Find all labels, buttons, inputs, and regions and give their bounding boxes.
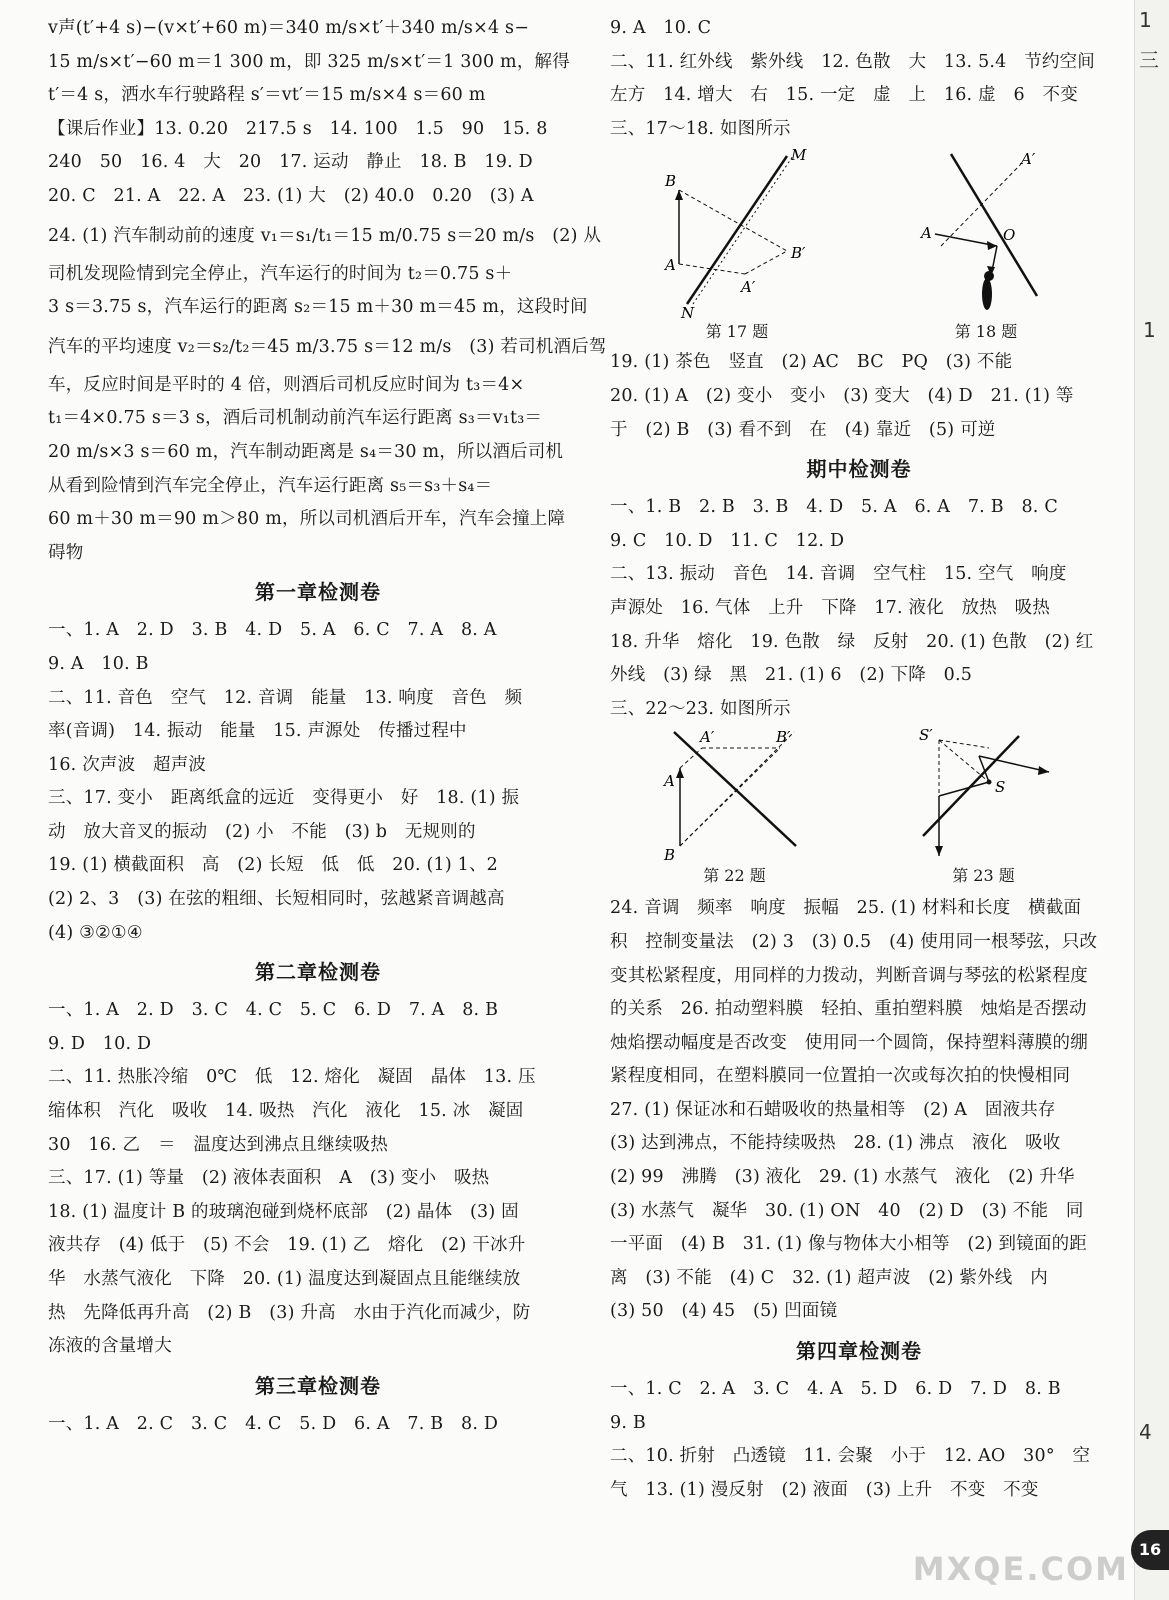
figure-caption: 第 18 题: [954, 322, 1018, 342]
watermark: MXQE.COM: [912, 1550, 1129, 1588]
text-line: 9. A 10. B: [48, 653, 149, 674]
text-line: 碍物: [48, 542, 84, 563]
label-A-prime: A′: [699, 728, 714, 747]
chapter-2-section: [48, 950, 588, 1364]
text-line: 三、22～23. 如图所示: [610, 698, 791, 719]
text-line: 二、11. 热胀冷缩 0℃ 低 12. 熔化 凝固 晶体 13. 压: [48, 1067, 536, 1088]
text-line: 19. (1) 茶色 竖直 (2) AC BC PQ (3) 不能: [610, 352, 1013, 373]
text-line: 二、11. 音色 空气 12. 音调 能量 13. 响度 音色 频: [48, 687, 523, 708]
text-line: (3) 达到沸点，不能持续吸热 28. (1) 沸点 液化 吸收: [610, 1133, 1061, 1154]
right-column: [610, 12, 1108, 1507]
text-line: 20. (1) A (2) 变小 变小 (3) 变大 (4) D 21. (1) 等: [610, 385, 1074, 406]
label-B: B: [665, 172, 677, 191]
text-line: 一、1. A 2. D 3. B 4. D 5. A 6. C 7. A 8. A: [48, 620, 497, 641]
midterm-section: [610, 447, 1108, 1329]
edge-char: 三: [1139, 48, 1159, 72]
text-line: 9. D 10. D: [48, 1033, 152, 1054]
text-line: 烛焰摆动幅度是否改变 使用同一个圆筒，保持塑料薄膜的绷: [610, 1032, 1088, 1053]
label-A-prime: A′: [741, 278, 756, 297]
label-A: A: [921, 224, 932, 243]
text-line: 二、10. 折射 凸透镜 11. 会聚 小于 12. AO 30° 空: [610, 1446, 1091, 1467]
text-line: 20. C 21. A 22. A 23. (1) 大 (2) 40.0 0.20 (3) A: [48, 185, 534, 206]
label-A: A: [663, 772, 675, 791]
label-O: O: [1003, 226, 1016, 245]
section-title: 第三章检测卷: [255, 1373, 381, 1398]
text-line: 18. (1) 温度计 B 的玻璃泡碰到烧杯底部 (2) 晶体 (3) 固: [48, 1201, 519, 1222]
text-line: 19. (1) 横截面积 高 (2) 长短 低 低 20. (1) 1、2: [48, 855, 499, 876]
figure-17-diagram: [657, 146, 817, 322]
figure-caption: 第 17 题: [705, 322, 769, 342]
text-line: 华 水蒸气液化 下降 20. (1) 温度达到凝固点且能继续放: [48, 1269, 521, 1289]
chapter-3-section: [48, 1364, 588, 1442]
text-line: 液共存 (4) 低于 (5) 不会 19. (1) 乙 熔化 (2) 干冰升: [48, 1235, 526, 1256]
section-title: 第一章检测卷: [255, 580, 381, 605]
text-line: 24. (1) 汽车制动前的速度 v₁＝s₁/t₁＝15 m/0.75 s＝20 m/s (2) 从: [48, 225, 602, 246]
chapter-1-section: [48, 570, 588, 950]
label-B-prime: B′: [775, 728, 790, 747]
text-line: 9. B: [610, 1412, 646, 1433]
edge-char: 1: [1139, 8, 1152, 32]
text-line: 【课后作业】13. 0.20 217.5 s 14. 100 1.5 90 15. 8: [48, 118, 548, 139]
text-line: 一、1. A 2. D 3. C 4. C 5. C 6. D 7. A 8. B: [48, 1000, 499, 1021]
text-line: v声(t′+4 s)−(v×t′+60 m)＝340 m/s×t′＋340 m/s×4 s−: [48, 18, 530, 38]
text-line: 20 m/s×3 s＝60 m，汽车制动距离是 s₄＝30 m，所以酒后司机: [48, 441, 564, 462]
chapter-4-section: [610, 1329, 1108, 1507]
text-line: 24. 音调 频率 响度 振幅 25. (1) 材料和长度 横截面: [610, 898, 1082, 919]
text-line: 缩体积 汽化 吸收 14. 吸热 汽化 液化 15. 冰 凝固: [48, 1101, 524, 1122]
section-title: 期中检测卷: [806, 457, 912, 482]
text-line: 16. 次声波 超声波: [48, 754, 207, 775]
text-line: 18. 升华 熔化 19. 色散 绿 反射 20. (1) 色散 (2) 红: [610, 631, 1094, 652]
text-line: (3) 水蒸气 凝华 30. (1) ON 40 (2) D (3) 不能 同: [610, 1200, 1084, 1221]
label-S-prime: S′: [918, 726, 933, 745]
figure-row-22-23: [610, 726, 1108, 892]
label-M: M: [791, 146, 807, 165]
text-line: (2) 99 沸腾 (3) 液化 29. (1) 水蒸气 液化 (2) 升华: [610, 1167, 1075, 1188]
left-intro-block: [48, 12, 607, 570]
figure-row-17-18: [610, 146, 1108, 346]
text-line: 一平面 (4) B 31. (1) 像与物体大小相等 (2) 到镜面的距: [610, 1234, 1088, 1255]
text-line: 率(音调) 14. 振动 能量 15. 声源处 传播过程中: [48, 721, 467, 742]
text-line: 二、11. 红外线 紫外线 12. 色散 大 13. 5.4 节约空间: [610, 51, 1096, 72]
text-line: 30 16. 乙 ＝ 温度达到沸点且继续吸热: [48, 1134, 389, 1155]
text-line: t₁＝4×0.75 s＝3 s，酒后司机制动前汽车运行距离 s₃＝v₁t₃＝: [48, 408, 543, 429]
section-title: 第四章检测卷: [796, 1339, 922, 1364]
text-line: 3 s＝3.75 s，汽车运行的距离 s₂＝15 m＋30 m＝45 m，这段时间: [48, 297, 588, 318]
text-line: 气 13. (1) 漫反射 (2) 液面 (3) 上升 不变 不变: [610, 1479, 1039, 1500]
text-line: 240 50 16. 4 大 20 17. 运动 静止 18. B 19. D: [48, 152, 533, 173]
adjacent-page-edge: [1134, 0, 1169, 1600]
edge-char: 1: [1143, 318, 1156, 342]
text-line: 动 放大音叉的振动 (2) 小 不能 (3) b 无规则的: [48, 821, 476, 842]
label-S: S: [994, 778, 1005, 797]
figure-23-diagram: [909, 726, 1059, 866]
text-line: 二、13. 振动 音色 14. 音调 空气柱 15. 空气 响度: [610, 564, 1067, 585]
label-A: A: [665, 256, 676, 275]
text-line: 司机发现险情到完全停止，汽车运行的时间为 t₂＝0.75 s＋: [48, 263, 513, 284]
label-B: B: [663, 846, 675, 865]
text-line: 左方 14. 增大 右 15. 一定 虚 上 16. 虚 6 不变: [610, 85, 1078, 106]
text-line: 的关系 26. 拍动塑料膜 轻拍、重拍塑料膜 烛焰是否摆动: [610, 999, 1087, 1020]
text-line: 15 m/s×t′−60 m＝1 300 m，即 325 m/s×t′＝1 300 m，解得: [48, 51, 570, 72]
text-line: 9. C 10. D 11. C 12. D: [610, 530, 845, 551]
text-line: 热 先降低再升高 (2) B (3) 升高 水由于汽化而减少，防: [48, 1302, 531, 1323]
text-line: 汽车的平均速度 v₂＝s₂/t₂＝45 m/3.75 s＝12 m/s (3) 若司机酒后驾: [48, 336, 607, 357]
text-line: 一、1. C 2. A 3. C 4. A 5. D 6. D 7. D 8. B: [610, 1379, 1061, 1400]
text-line: (2) 2、3 (3) 在弦的粗细、长短相同时，弦越紧音调越高: [48, 889, 505, 910]
text-line: t′＝4 s，洒水车行驶路程 s′＝vt′＝15 m/s×4 s＝60 m: [48, 85, 486, 106]
figure-22: [660, 726, 810, 886]
figure-23: [909, 726, 1059, 886]
page-number-badge: 16: [1131, 1530, 1169, 1570]
text-line: 声源处 16. 气体 上升 下降 17. 液化 放热 吸热: [610, 597, 1051, 618]
text-line: (4) ③②①④: [48, 922, 143, 943]
text-line: 三、17. 变小 距离纸盒的远近 变得更小 好 18. (1) 振: [48, 788, 520, 809]
figure-caption: 第 22 题: [703, 866, 766, 886]
figure-18: [911, 146, 1061, 342]
text-line: 积 控制变量法 (2) 3 (3) 0.5 (4) 使用同一根琴弦，只改: [610, 931, 1098, 952]
figure-17: [657, 146, 817, 342]
section-title: 第二章检测卷: [255, 960, 381, 985]
text-line: 外线 (3) 绿 黑 21. (1) 6 (2) 下降 0.5: [610, 665, 973, 686]
label-N: N: [681, 304, 695, 323]
text-line: 于 (2) B (3) 看不到 在 (4) 靠近 (5) 可逆: [610, 419, 996, 440]
text-line: 从看到险情到汽车完全停止，汽车运行距离 s₅＝s₃＋s₄＝: [48, 475, 493, 496]
figure-22-diagram: [660, 726, 810, 866]
text-line: 三、17. (1) 等量 (2) 液体表面积 A (3) 变小 吸热: [48, 1168, 490, 1189]
text-line: 车，反应时间是平时的 4 倍，则酒后司机反应时间为 t₃＝4×: [48, 374, 525, 395]
label-B-prime: B′: [791, 244, 806, 263]
label-A-prime: A′: [1021, 150, 1036, 169]
text-line: 离 (3) 不能 (4) C 32. (1) 超声波 (2) 紫外线 内: [610, 1267, 1048, 1288]
figure-caption: 第 23 题: [952, 866, 1015, 886]
text-line: 9. A 10. C: [610, 18, 712, 38]
text-line: 27. (1) 保证冰和石蜡吸收的热量相等 (2) A 固液共存: [610, 1099, 1056, 1120]
edge-char: 4: [1139, 1420, 1152, 1444]
text-line: 冻液的含量增大: [48, 1336, 172, 1357]
eye-icon: [982, 278, 992, 310]
text-line: 60 m＋30 m＝90 m＞80 m，所以司机酒后开车，汽车会撞上障: [48, 509, 566, 530]
text-line: (3) 50 (4) 45 (5) 凹面镜: [610, 1301, 838, 1322]
text-line: 变其松紧程度，用同样的力拨动，判断音调与琴弦的松紧程度: [610, 965, 1088, 986]
left-column: [48, 12, 607, 1441]
text-line: 一、1. B 2. B 3. B 4. D 5. A 6. A 7. B 8. C: [610, 497, 1058, 518]
text-line: 三、17～18. 如图所示: [610, 118, 791, 139]
text-line: 紧程度相同，在塑料膜同一位置拍一次或每次拍的快慢相同: [610, 1066, 1071, 1087]
figure-18-diagram: [911, 146, 1061, 322]
text-line: 一、1. A 2. C 3. C 4. C 5. D 6. A 7. B 8. D: [48, 1413, 499, 1434]
